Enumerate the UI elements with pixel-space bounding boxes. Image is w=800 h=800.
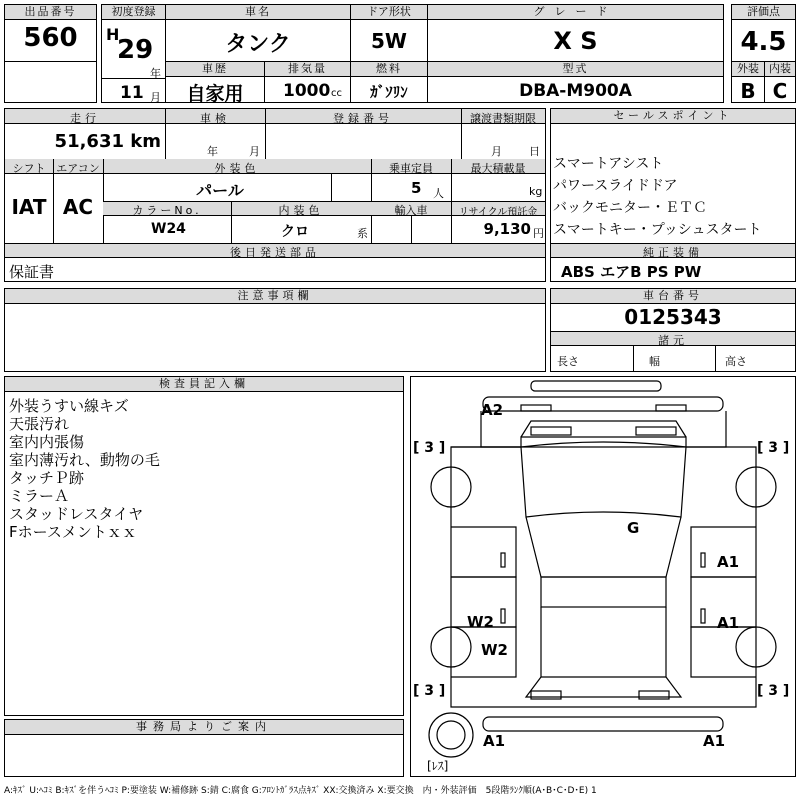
height-label: 高さ [725, 355, 747, 368]
width-label: 幅 [649, 355, 660, 368]
legend: A:ｷｽﾞ U:ﾍｺﾐ B:ｷｽﾞを伴うﾍｺﾐ P:要塗装 W:補修跡 S:錆 C:腐食 G:ﾌﾛﾝﾄｶﾞﾗｽ点ｷｽﾞ XX:交換済み X:要交換 内・外装評価 5段階ﾗﾝｸ順(A･B･C･D･E) 1 [4, 786, 597, 796]
inspector-line: 室内薄汚れ、動物の毛 [9, 451, 160, 469]
inspector-line: スタッドレスタイヤ [9, 505, 144, 523]
int-color-label: 内装色 [278, 204, 324, 217]
damage-mark: A1 [717, 614, 740, 632]
damage-mark: W2 [481, 641, 508, 659]
first-reg-cell [101, 4, 166, 103]
sales-points [550, 108, 796, 282]
transfer-day-unit: 日 [529, 145, 540, 158]
score-cell [731, 4, 796, 62]
door-cell [350, 4, 428, 62]
ext-color-label: 外装色 [214, 162, 260, 175]
transfer-month-unit: 月 [491, 145, 502, 158]
tire-bottom-left: [ 3 ] [413, 683, 446, 699]
displacement-unit: cc [331, 88, 342, 99]
month-unit: 月 [150, 91, 161, 104]
sales-item: スマートキー・プッシュスタート [553, 222, 762, 238]
tire-top-right: [ 3 ] [757, 440, 790, 456]
chassis-box [550, 288, 796, 372]
exterior-grade: B [740, 79, 756, 103]
sales-item: バックモニター・ＥＴＣ [553, 200, 707, 216]
length-label: 長さ [557, 355, 579, 368]
mileage: 51,631 km [54, 131, 161, 152]
damage-mark: A1 [703, 732, 726, 750]
year-unit: 年 [150, 67, 161, 80]
history-label: 車歴 [166, 62, 264, 77]
displacement: 1000 [283, 81, 331, 101]
capacity: 5 [411, 179, 422, 197]
car-outline [411, 377, 795, 776]
score: 4.5 [740, 27, 787, 57]
transfer-label: 譲渡書類期限 [470, 112, 536, 125]
vehicle-details [4, 108, 546, 282]
interior-cell [764, 61, 796, 103]
lot-no: 560 [23, 23, 78, 53]
damage-mark: W2 [467, 613, 494, 631]
car-name-cell [165, 4, 351, 62]
era: H [106, 25, 120, 44]
grade: X S [553, 27, 598, 55]
fuel: ｶﾞｿﾘﾝ [370, 83, 408, 101]
model: DBA-M900A [519, 81, 632, 101]
int-color: クロ [281, 224, 309, 240]
damage-mark: A1 [717, 553, 740, 571]
ac: AC [62, 195, 94, 219]
inspector-line: タッチＰ跡 [9, 469, 85, 487]
notes-label: 注意事項欄 [5, 289, 545, 304]
color-no-label: カラーNo. [132, 204, 202, 217]
damage-mark: A2 [481, 401, 504, 419]
grade-cell [427, 4, 724, 62]
interior-label: 内装 [765, 62, 795, 77]
fuel-cell [350, 61, 428, 103]
first-reg-label: 初度登録 [102, 5, 165, 20]
inspector-line: 室内内張傷 [9, 433, 85, 451]
model-label: 型式 [428, 62, 723, 77]
displacement-label: 排気量 [265, 62, 350, 77]
capacity-label: 乗車定員 [389, 162, 433, 175]
shift: IAT [11, 195, 47, 219]
tire-top-left: [ 3 ] [413, 440, 446, 456]
grade-label: グレード [428, 5, 723, 20]
door-type: 5W [371, 29, 407, 53]
inspector-line: 外装うすい線キズ [9, 397, 129, 415]
office-box [4, 719, 404, 777]
displacement-cell [264, 61, 351, 103]
later-parts: 保証書 [9, 263, 55, 281]
reg-no-label: 登録番号 [333, 112, 393, 125]
inspection-label: 車検 [200, 112, 230, 125]
spare-tire: [ﾚｽ] [427, 759, 449, 773]
office-label: 事務局よりご案内 [5, 720, 403, 735]
inspector-line: Fホースメントｘｘ [9, 523, 137, 541]
model-cell [427, 61, 724, 103]
fuel-label: 燃料 [351, 62, 427, 77]
sales-label: セールスポイント [551, 109, 795, 124]
mileage-label: 走行 [70, 112, 100, 125]
max-load-unit: kg [529, 185, 543, 198]
score-label: 評価点 [732, 5, 795, 20]
door-label: ドア形状 [351, 5, 427, 20]
recycle-label: リサイクル預託金 [458, 207, 538, 218]
car-diagram [410, 376, 796, 777]
insp-month-unit: 月 [249, 145, 260, 158]
history: 自家用 [186, 83, 244, 105]
equipment: ABS エアB PS PW [561, 263, 702, 281]
max-load-label: 最大積載量 [470, 162, 526, 175]
reg-month: 11 [120, 83, 144, 103]
reg-year: 29 [117, 35, 154, 65]
spec-label: 諸元 [658, 334, 688, 347]
color-no: W24 [151, 221, 186, 237]
exterior-label: 外装 [732, 62, 764, 77]
shift-label: シフト [12, 162, 46, 175]
exterior-cell [731, 61, 765, 103]
import-label: 輸入車 [394, 204, 428, 217]
capacity-unit: 人 [433, 187, 444, 200]
sales-item: スマートアシスト [553, 156, 664, 172]
int-color-suffix: 系 [357, 227, 368, 240]
ac-label: エアコン [56, 162, 100, 175]
tire-bottom-right: [ 3 ] [757, 683, 790, 699]
recycle-fee: 9,130 [483, 220, 531, 238]
lot-no-blank [4, 61, 97, 103]
history-cell [165, 61, 265, 103]
car-name: タンク [225, 32, 291, 57]
inspector-line: ミラーＡ [9, 487, 70, 505]
interior-grade: C [772, 79, 788, 103]
chassis-label: 車台番号 [551, 289, 795, 304]
chassis-number: 0125343 [624, 305, 722, 329]
damage-mark: A1 [483, 732, 506, 750]
lot-no-cell [4, 4, 97, 62]
insp-year-unit: 年 [207, 145, 218, 158]
lot-no-label: 出品番号 [5, 5, 96, 20]
ext-color: パール [196, 181, 244, 200]
inspector-line: 天張汚れ [9, 415, 70, 433]
recycle-unit: 円 [533, 227, 544, 240]
damage-mark: G [627, 519, 640, 537]
car-name-label: 車名 [166, 5, 350, 20]
notes-box [4, 288, 546, 372]
inspector-box [4, 376, 404, 716]
equip-label: 純正装備 [643, 246, 703, 259]
later-label: 後日発送部品 [230, 246, 320, 259]
sales-item: パワースライドドア [553, 178, 678, 194]
inspector-label: 検査員記入欄 [5, 377, 403, 392]
